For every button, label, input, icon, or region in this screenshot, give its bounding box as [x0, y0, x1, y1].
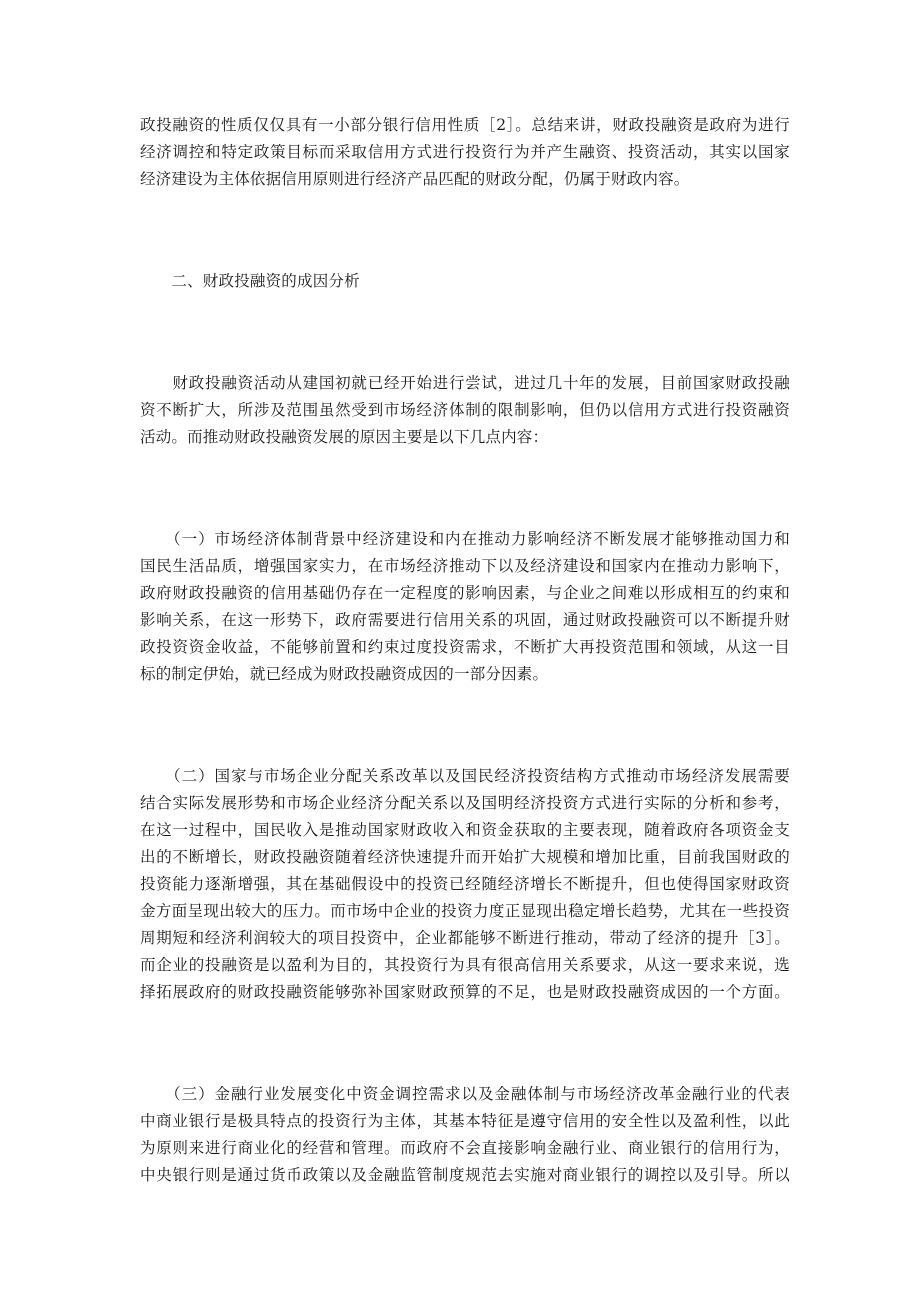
text-line: 投资能力逐渐增强，其在基础假设中的投资已经随经济增长不断提升，但也使得国家财政资: [140, 875, 790, 893]
text-line: 经济调控和特定政策目标而采取信用方式进行投资行为并产生融资、投资活动，其实以国家: [140, 143, 790, 161]
text-line: 周期短和经济利润较大的项目投资中，企业都能够不断进行推动，带动了经济的提升［3］。: [140, 929, 790, 947]
text-line: 择拓展政府的财政投融资能够弥补国家财政预算的不足，也是财政投融资成因的一个方面。: [140, 983, 790, 1001]
text-line: 为原则来进行商业化的经营和管理。而政府不会直接影响金融行业、商业银行的信用行为，: [140, 1139, 790, 1157]
text-line: 国民生活品质，增强国家实力，在市场经济推动下以及经济建设和国家内在推动力影响下，: [140, 557, 790, 575]
text-line: 中商业银行是极具特点的投资行为主体，其基本特征是遵守信用的安全性以及盈利性，以此: [140, 1112, 790, 1130]
paragraph-point-two: [140, 763, 790, 1006]
text-line: （三）金融行业发展变化中资金调控需求以及金融体制与市场经济改革金融行业的代表: [140, 1085, 790, 1103]
text-line: 财政投融资活动从建国初就已经开始进行尝试，进过几十年的发展，目前国家财政投融: [140, 374, 790, 392]
section-heading: [140, 268, 790, 295]
text-line: 而企业的投融资是以盈利为目的，其投资行为具有很高信用关系要求，从这一要求来说，选: [140, 956, 790, 974]
text-line: 资不断扩大，所涉及范围虽然受到市场经济体制的限制影响，但仍以信用方式进行投资融资: [140, 401, 790, 419]
text-line: 政投资资金收益，不能够前置和约束过度投资需求，不断扩大再投资范围和领域，从这一目: [140, 638, 790, 656]
text-line: 政府财政投融资的信用基础仍存在一定程度的影响因素，与企业之间难以形成相互的约束和: [140, 584, 790, 602]
text-line: 中央银行则是通过货币政策以及金融监管制度规范去实施对商业银行的调控以及引导。所以: [140, 1166, 790, 1184]
text-line: 结合实际发展形势和市场企业经济分配关系以及国明经济投资方式进行实际的分析和参考，: [140, 794, 790, 812]
text-line: （一）市场经济体制背景中经济建设和内在推动力影响经济不断发展才能够推动国力和: [140, 530, 790, 548]
text-line: 金方面呈现出较大的压力。而市场中企业的投资力度正显现出稳定增长趋势，尤其在一些投资: [140, 902, 790, 920]
paragraph-intro-continuation: [140, 112, 790, 193]
text-line: 影响关系，在这一形势下，政府需要进行信用关系的巩固，通过财政投融资可以不断提升财: [140, 611, 790, 629]
text-line: （二）国家与市场企业分配关系改革以及国民经济投资结构方式推动市场经济发展需要: [140, 767, 790, 785]
paragraph-point-three: [140, 1081, 790, 1189]
text-line: 在这一过程中，国民收入是推动国家财政收入和资金获取的主要表现，随着政府各项资金支: [140, 821, 790, 839]
text-line: 经济建设为主体依据信用原则进行经济产品匹配的财政分配，仍属于财政内容。: [140, 170, 690, 188]
text-line: 活动。而推动财政投融资发展的原因主要是以下几点内容：: [140, 428, 549, 446]
text-line: 标的制定伊始，就已经成为财政投融资成因的一部分因素。: [140, 665, 549, 683]
heading-text: 二、财政投融资的成因分析: [140, 272, 360, 290]
paragraph-section-intro: [140, 370, 790, 451]
paragraph-point-one: [140, 526, 790, 688]
text-line: 政投融资的性质仅仅具有一小部分银行信用性质［2］。总结来讲，财政投融资是政府为进行: [140, 116, 790, 134]
text-line: 出的不断增长，财政投融资随着经济快速提升而开始扩大规模和增加比重，目前我国财政的: [140, 848, 790, 866]
